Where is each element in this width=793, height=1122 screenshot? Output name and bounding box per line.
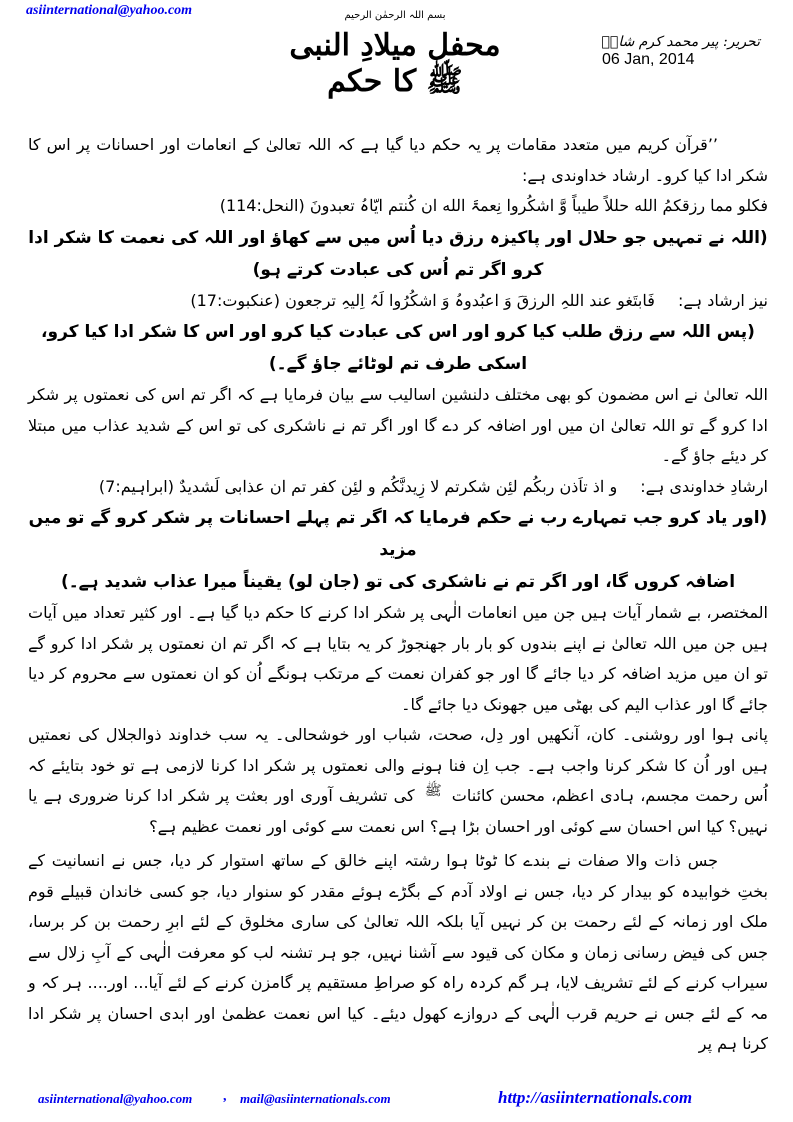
paragraph-allah-increase: اللہ تعالیٰ نے اس مضمون کو بھی مختلف دلنشین اسالیب سے بیان فرمایا ہے کہ اگر تم اس کی نعمتوں پر شکر ادا کرو گے تو اللہ تعالیٰ ان میں اور اضافہ کر دے گا اور اگر تم نے ناشکری کی تو اس کے شدید عذاب میں مبتلا کر دیئے جاؤ گے۔: [28, 385, 768, 465]
author-byline: تحریر: پیر محمد کرم شاہؒ: [601, 34, 760, 50]
footer-email-yahoo-link[interactable]: asiinternational@yahoo.com: [38, 1091, 193, 1106]
footer-separator: ,: [223, 1089, 227, 1104]
paragraph-intro: ’’قرآن کریم میں متعدد مقامات پر یہ حکم دیا گیا ہے کہ اللہ تعالیٰ کے انعامات اور احسانات پر اس کا شکر ادا کیا کرو۔ ارشاد خداوندی ہے:: [28, 135, 768, 185]
verse-reference: (ابراہیم:7): [98, 476, 174, 496]
verse-nahl: [28, 191, 768, 222]
paragraph-blessings: [28, 720, 768, 842]
translation-ankabut: (پس اللہ سے رزق طلب کیا کرو اور اس کی عبادت کیا کرو اور اس کا شکر ادا کیا کرو، اسکی طرف تم لوٹائے جاؤ گے۔): [41, 322, 755, 374]
author-block: [600, 33, 760, 69]
header-email-link[interactable]: asiinternational@yahoo.com: [26, 3, 193, 18]
publish-date: 06 Jan, 2014: [602, 51, 695, 68]
salawat-icon: ﷺ: [424, 782, 442, 799]
translation-nahl: (اللہ نے تمہیں جو حلال اور پاکیزہ رزق دیا اُس میں سے کھاؤ اور اللہ کی نعمت کا شکر ادا کرو اگر تم اُس کی عبادت کرتے ہو): [28, 227, 768, 280]
translation-ibrahim-line1: (اور یاد کرو جب تمہارے رب نے حکم فرمایا کہ اگر تم پہلے احسانات پر شکر کرو گے تو میں مزید: [28, 508, 768, 560]
paragraph-blessings-part2: کی تشریف آوری اور بعثت پر شکر ادا کرنا ضروری ہے یا نہیں؟ کیا اس احسان سے کوئی اور احسان بڑا ہے؟ اس نعمت سے کوئی اور نعمت عظیم ہے؟: [28, 786, 768, 836]
article-body: [28, 130, 768, 1060]
verse-arabic-text: فکلو مما رزقکمُ الله حللاً طیباً وَّ اشکُروا نِعمۃَ الله ان کُنتم ایّاہُ تعبدونَ: [309, 196, 768, 215]
paragraph-prophet-praise: جس ذات والا صفات نے بندے کا ٹوٹا ہوا رشتہ اپنے خالق کے ساتھ استوار کر دیا، جس نے انسانیت کے بختِ خوابیدہ کو بیدار کر دیا، جس نے اولاد آدم کے بگڑے ہوئے مقدر کو سنوار دیا، جو کسی خاندان قبیلے قوم ملک اور زمانہ کے لئے رحمت بن کر نہیں آیا بلکہ اللہ تعالیٰ کی ساری مخلوق کے لئے ابرِ رحمت بن کر برسا، جس کی فیض رسانی زمان و مکان کی قیود سے آشنا نہیں، جو ہر تشنہ لب کو معرفت الٰہی کے آبِ زلال سے سیراب کرنے کے لئے تشریف لایا، ہر گم کردہ راہ کو صراطِ مستقیم پر گامزن کرنے کے لئے آیا... اور.... ہر کہ و مہ کے لئے جس نے حریم قرب الٰہی کے دروازے کھول دیئے۔ کیا اس نعمت عظمیٰ اور ابدی احسان پر شکر ادا کرنا ہم پر: [28, 851, 769, 1053]
verse-ibrahim: [28, 472, 768, 503]
footer: [38, 1088, 758, 1110]
bismillah-heading: بسم اللہ الرحمٰن الرحیم: [344, 10, 446, 21]
translation-ibrahim-line2: اضافہ کروں گا، اور اگر تم نے ناشکری کی تو (جان لو) یقیناً میرا عذاب شدید ہے۔): [60, 572, 736, 592]
verse-reference: (النحل:114): [219, 196, 305, 215]
verse-label: ارشادِ خداوندی ہے:: [640, 476, 768, 496]
page-title: محفل میلادِ النبی ﷺ کا حکم: [289, 28, 501, 99]
paragraph-blessings-part1: پانی ہوا اور روشنی۔ کان، آنکھیں اور دِل، صحت، شباب اور خوشحالی۔ یہ سب خداوند ذوالجلال کی نعمتیں ہیں اور اُن کا شکر کرنا واجب ہے۔ جب اِن فنا ہونے والی نعمتوں پر شکر ادا کرنا لازمی ہے تو خود بتایئے کہ اُس رحمت مجسم، ہادی اعظم، محسن کائنات: [28, 725, 769, 805]
verse-arabic-text: و اذ تاَذن ربکُم لئِن شکرتم لا زِیدنَّکُم و لئِن کفر تم ان عذابی لَشدیدٌ: [179, 476, 618, 496]
paragraph-summary: المختصر، بے شمار آیات ہیں جن میں انعامات الٰہی پر شکر ادا کرنے کا حکم دیا گیا ہے۔ اور کثیر تعداد میں آیات ہیں جن میں اللہ تعالیٰ نے اپنے بندوں کو بار بار جھنجوڑ کر یہ بتایا ہے کہ اگر تم ان نعمتوں پر شکر ادا کرو گے تو ان میں مزید اضافہ کر دیا جائے گا اور جو کفران نعمت کے مرتکب ہونگے اُن کو ان نعمتوں سے محروم کر دیا جائے گا اور عذاب الیم کی بھٹی میں جھونک دیا جائے گا۔: [28, 603, 768, 714]
verse-arabic-text: فَابتَغو عند اللہِ الرزقَ وَ اعبُدوہُ وَ اشکُرُوا لَہُ اِلیہِ ترجعون: [285, 290, 655, 310]
footer-website-link[interactable]: http://asiinternationals.com: [498, 1088, 693, 1107]
verse-label: نیز ارشاد ہے:: [678, 290, 768, 310]
verse-ankabut: [28, 286, 768, 317]
footer-email-mail-link[interactable]: mail@asiinternationals.com: [240, 1091, 391, 1106]
verse-reference: (عنکبوت:17): [190, 290, 280, 310]
